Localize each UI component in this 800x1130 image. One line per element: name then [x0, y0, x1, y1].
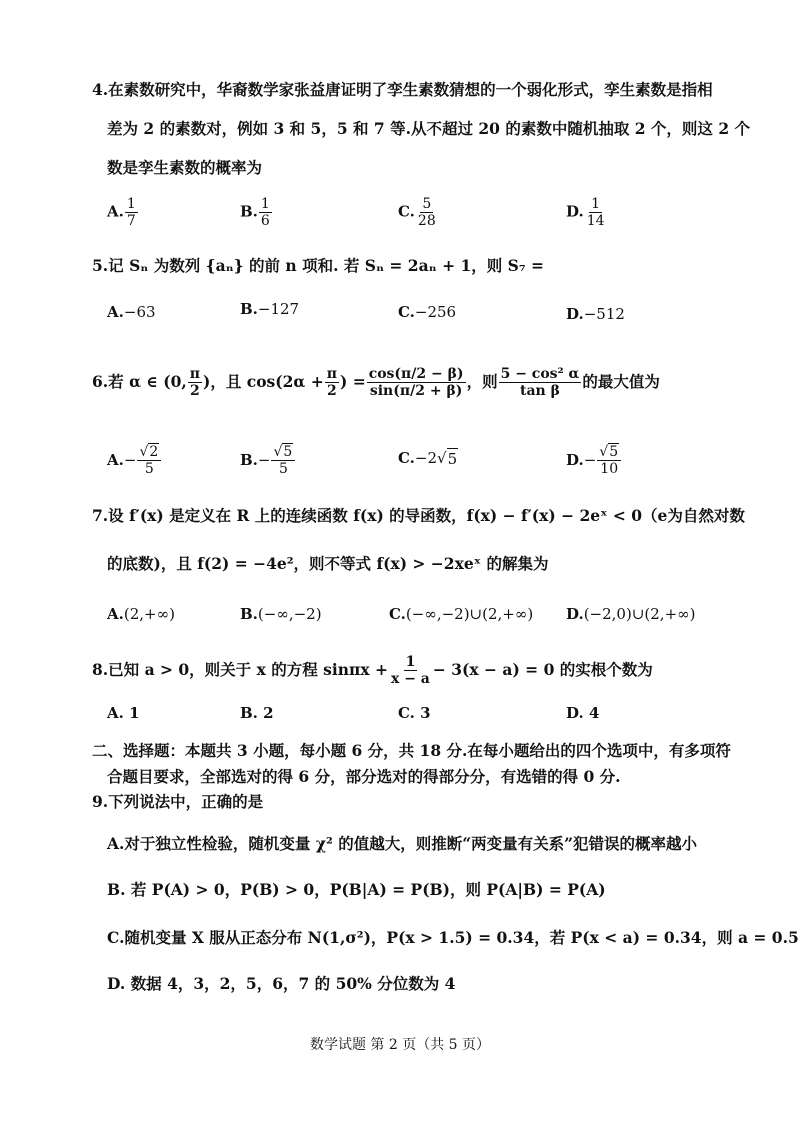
option-label: C. — [398, 202, 415, 221]
q4-line1: 4.在素数研究中，华裔数学家张益唐证明了孪生素数猜想的一个弱化形式，孪生素数是指相 — [92, 80, 713, 99]
option-label: D. — [566, 202, 584, 221]
section2-line1: 二、选择题：本题共 3 小题，每小题 6 分，共 18 分.在每小题给出的四个选项中，有多项符 — [92, 741, 731, 760]
q4-option-d — [566, 196, 608, 229]
q5-option-d — [566, 304, 625, 324]
option-label: B. — [240, 605, 258, 623]
pi-symbol: π — [326, 365, 337, 382]
q4-option-a — [107, 196, 139, 229]
q9-stem: 9.下列说法中，正确的是 — [92, 792, 264, 811]
option-label: B. — [240, 451, 258, 469]
denominator: 2 — [326, 382, 337, 399]
option-value: −127 — [257, 300, 300, 318]
option-value: 4 — [588, 704, 600, 722]
denominator: 6 — [260, 213, 270, 229]
q6-then: ，则 — [466, 372, 498, 391]
q4-option-b — [240, 196, 273, 229]
q7-option-c — [389, 604, 533, 624]
q8-prefix: 8.已知 a > 0，则关于 x 的方程 sinπx + — [92, 660, 388, 679]
option-label: B. — [240, 202, 258, 221]
option-label: C. — [398, 303, 415, 321]
option-value: (−∞,−2)∪(2,+∞) — [405, 605, 534, 623]
q7-option-a — [107, 604, 175, 624]
q8-option-a — [107, 703, 140, 723]
option-label: D. — [566, 605, 584, 623]
numerator: 5 − cos² α — [500, 365, 580, 382]
denominator: 28 — [417, 213, 436, 229]
q9-option-c: C.随机变量 X 服从正态分布 N(1,σ²)，P(x > 1.5) = 0.34，若 P(x < a) = 0.34，则 a = 0.5 — [107, 928, 799, 947]
option-label: B. — [240, 300, 258, 318]
q9-option-d: D. 数据 4，3，2，5，6，7 的 50% 分位数为 4 — [107, 974, 456, 993]
option-label: D. — [566, 704, 584, 722]
sign: − — [257, 451, 271, 469]
q6-option-b: B. − $\frac{√5}{5}$ — [240, 440, 296, 480]
sign: − — [123, 451, 137, 469]
q7-line2: 的底数)，且 f(2) = −4e²，则不等式 f(x) > −2xeˣ 的解集为 — [107, 554, 549, 573]
denominator: 5 — [278, 460, 288, 477]
denominator: sin(π/2 + β) — [369, 382, 463, 399]
option-label: C. — [398, 704, 415, 722]
option-label: A. — [107, 202, 124, 221]
numerator: 5 — [422, 196, 432, 212]
radicand: 2 — [149, 443, 159, 460]
radicand: 5 — [447, 449, 458, 468]
option-label: A. — [107, 605, 124, 623]
option-value: (2,+∞) — [123, 605, 175, 623]
sign: −2 — [414, 449, 438, 467]
denominator: x − a — [390, 670, 430, 687]
numerator: 1 — [591, 196, 601, 212]
section2-line2: 合题目要求，全部选对的得 6 分，部分选对的得部分分，有选错的得 0 分. — [107, 767, 621, 786]
option-value: −63 — [123, 303, 156, 321]
q8-option-d — [566, 703, 599, 723]
q7-line1: 7.设 f′(x) 是定义在 R 上的连续函数 f(x) 的导函数，f(x) − f′(x) − 2eˣ < 0（e为自然对数 — [92, 506, 745, 525]
numerator: 1 — [126, 196, 136, 212]
q4-line3: 数是孪生素数的概率为 — [107, 158, 263, 177]
q6-option-a: A. − $\frac{√2}{5}$ — [107, 440, 162, 480]
option-value: 3 — [420, 704, 431, 722]
option-label: A. — [107, 451, 124, 469]
option-label: C. — [389, 605, 406, 623]
q9-option-a: A.对于独立性检验，随机变量 χ² 的值越大，则推断“两变量有关系”犯错误的概率越小 — [107, 834, 698, 853]
q8-option-b — [240, 703, 274, 723]
q6-option-c: C. −2 √ 5 — [398, 449, 458, 468]
numerator: 1 — [260, 196, 270, 212]
option-value: 2 — [263, 704, 274, 722]
denominator: 2 — [190, 382, 200, 399]
option-label: A. — [107, 704, 124, 722]
q6-equals: ) = — [339, 372, 366, 391]
denominator: 14 — [586, 213, 605, 229]
sign: − — [583, 451, 597, 469]
radicand: 5 — [609, 443, 619, 460]
q6-prefix: 6.若 α ∈ (0, — [92, 372, 187, 391]
option-label: A. — [107, 303, 124, 321]
option-label: D. — [566, 305, 584, 323]
q4-option-c — [398, 196, 439, 229]
q6-suffix: 的最大值为 — [582, 372, 660, 391]
option-value: −256 — [414, 303, 457, 321]
option-label: C. — [398, 449, 415, 467]
q9-option-b: B. 若 P(A) > 0，P(B) > 0，P(B|A) = P(B)，则 P(A|B) = P(A) — [107, 880, 606, 899]
q5-stem: 5.记 Sₙ 为数列 {aₙ} 的前 n 项和. 若 Sₙ = 2aₙ + 1，则 S₇ = — [92, 256, 544, 275]
option-value: 1 — [129, 704, 140, 722]
option-label: B. — [240, 704, 258, 722]
option-label: D. — [566, 451, 584, 469]
denominator: 5 — [144, 460, 154, 477]
q6-option-d: D. − $\frac{√5}{10}$ — [566, 440, 622, 480]
q6-cos-expr: )，且 cos(2α + — [203, 372, 324, 391]
radicand: 5 — [283, 443, 293, 460]
q7-option-d — [566, 604, 695, 624]
option-value: (−∞,−2) — [257, 605, 322, 623]
numerator: cos(π/2 − β) — [368, 365, 464, 382]
page-footer: 数学试题 第 2 页（共 5 页） — [309, 1037, 491, 1053]
q5-option-c — [398, 302, 456, 322]
numerator: 1 — [405, 653, 416, 670]
q5-option-a — [107, 302, 156, 322]
option-value: −512 — [583, 305, 625, 323]
denominator: 7 — [126, 213, 136, 229]
q8-option-c — [398, 703, 431, 723]
q6-stem — [92, 354, 660, 410]
q7-option-b — [240, 604, 322, 624]
q4-line2: 差为 2 的素数对，例如 3 和 5，5 和 7 等.从不超过 20 的素数中随机抽取 2 个，则这 2 个 — [107, 119, 751, 138]
denominator: tan β — [520, 382, 560, 399]
option-value: (−2,0)∪(2,+∞) — [583, 605, 696, 623]
q5-option-b — [240, 299, 299, 319]
q8-suffix: − 3(x − a) = 0 的实根个数为 — [432, 660, 653, 679]
q8-stem — [92, 646, 653, 694]
pi-symbol: π — [189, 365, 201, 382]
denominator: 10 — [600, 460, 619, 477]
